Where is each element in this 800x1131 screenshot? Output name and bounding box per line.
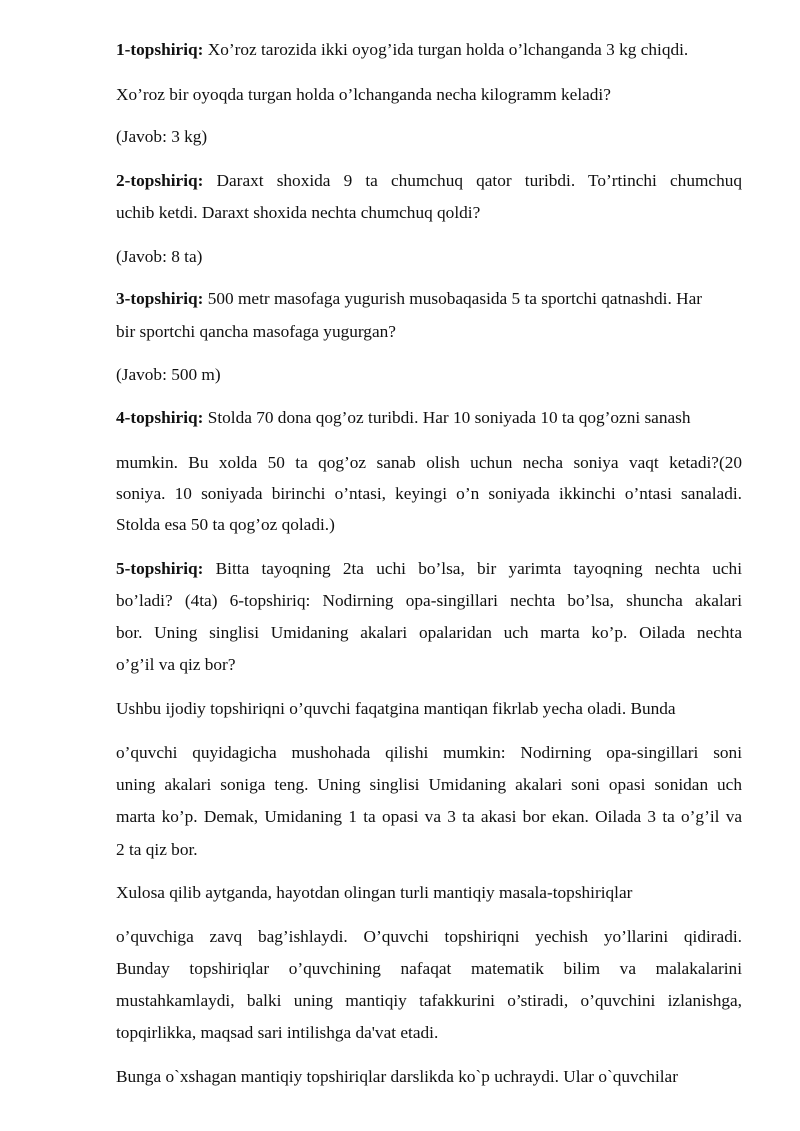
para-1-line-4: marta ko’p. Demak, Umidaning 1 ta opasi va 3 ta akasi bor ekan. Oilada 3 ta o’g’il va bbox=[116, 807, 742, 826]
task-1-answer: (Javob: 3 kg) bbox=[116, 127, 208, 146]
task-2-line-1: 2-topshiriq: Daraxt shoxida 9 ta chumchuq qator turibdi. To’rtinchi chumchuq bbox=[116, 171, 742, 190]
para-2-line-5: topqirlikka, maqsad sari intilishga da'vat etadi. bbox=[116, 1023, 439, 1042]
task-3-answer: (Javob: 500 m) bbox=[116, 365, 221, 384]
task-3-label: 3-topshiriq: bbox=[116, 289, 204, 308]
task-5-line-3: bor. Uning singlisi Umidaning akalari opalaridan uch marta ko’p. Oilada nechta bbox=[116, 623, 742, 642]
para-1-line-5: 2 ta qiz bor. bbox=[116, 840, 198, 859]
task-1-line-1: 1-topshiriq: Xo’roz tarozida ikki oyog’ida turgan holda o’lchanganda 3 kg chiqdi. bbox=[116, 40, 689, 59]
para-2-line-1: Xulosa qilib aytganda, hayotdan olingan turli mantiqiy masala-topshiriqlar bbox=[116, 883, 633, 902]
para-2-line-3: Bunday topshiriqlar o’quvchining nafaqat matematik bilim va malakalarini bbox=[116, 959, 742, 978]
task-1-label: 1-topshiriq: bbox=[116, 40, 204, 59]
task-4-line-4: Stolda esa 50 ta qog’oz qoladi.) bbox=[116, 515, 335, 534]
para-1-line-2: o’quvchi quyidagicha mushohada qilishi mumkin: Nodirning opa-singillari soni bbox=[116, 743, 742, 762]
para-2-line-4: mustahkamlaydi, balki uning mantiqiy tafakkurini o’stiradi, o’quvchini izlanishga, bbox=[116, 991, 742, 1010]
para-1-line-1: Ushbu ijodiy topshiriqni o’quvchi faqatgina mantiqan fikrlab yecha oladi. Bunda bbox=[116, 699, 676, 718]
task-5-label: 5-topshiriq: bbox=[116, 559, 204, 578]
task-4-label: 4-topshiriq: bbox=[116, 408, 204, 427]
task-3-line-2: bir sportchi qancha masofaga yugurgan? bbox=[116, 322, 396, 341]
task-4-line-3: soniya. 10 soniyada birinchi o’ntasi, keyingi o’n soniyada ikkinchi o’ntasi sanaladi. bbox=[116, 484, 742, 503]
task-5-line-4: o’g’il va qiz bor? bbox=[116, 655, 236, 674]
task-2-answer: (Javob: 8 ta) bbox=[116, 247, 203, 266]
task-5-line-2: bo’ladi? (4ta) 6-topshiriq: Nodirning opa-singillari nechta bo’lsa, shuncha akalari bbox=[116, 591, 742, 610]
task-5-line-1: 5-topshiriq: Bitta tayoqning 2ta uchi bo’lsa, bir yarimta tayoqning nechta uchi bbox=[116, 559, 742, 578]
para-2-line-2: o’quvchiga zavq bag’ishlaydi. O’quvchi topshiriqni yechish yo’llarini qidiradi. bbox=[116, 927, 742, 946]
task-2-line-2: uchib ketdi. Daraxt shoxida nechta chumchuq qoldi? bbox=[116, 203, 481, 222]
task-4-line-2: mumkin. Bu xolda 50 ta qog’oz sanab olish uchun necha soniya vaqt ketadi?(20 bbox=[116, 453, 742, 472]
task-1-line-2: Xo’roz bir oyoqda turgan holda o’lchanganda necha kilogramm keladi? bbox=[116, 85, 611, 104]
para-1-line-3: uning akalari soniga teng. Uning singlisi Umidaning akalari soni opasi sonidan uch bbox=[116, 775, 742, 794]
para-3-line-1: Bunga o`xshagan mantiqiy topshiriqlar darslikda ko`p uchraydi. Ular o`quvchilar bbox=[116, 1067, 678, 1086]
task-4-line-1: 4-topshiriq: Stolda 70 dona qog’oz turibdi. Har 10 soniyada 10 ta qog’ozni sanash bbox=[116, 408, 691, 427]
task-2-label: 2-topshiriq: bbox=[116, 171, 204, 190]
task-3-line-1: 3-topshiriq: 500 metr masofaga yugurish musobaqasida 5 ta sportchi qatnashdi. Har bbox=[116, 289, 703, 308]
